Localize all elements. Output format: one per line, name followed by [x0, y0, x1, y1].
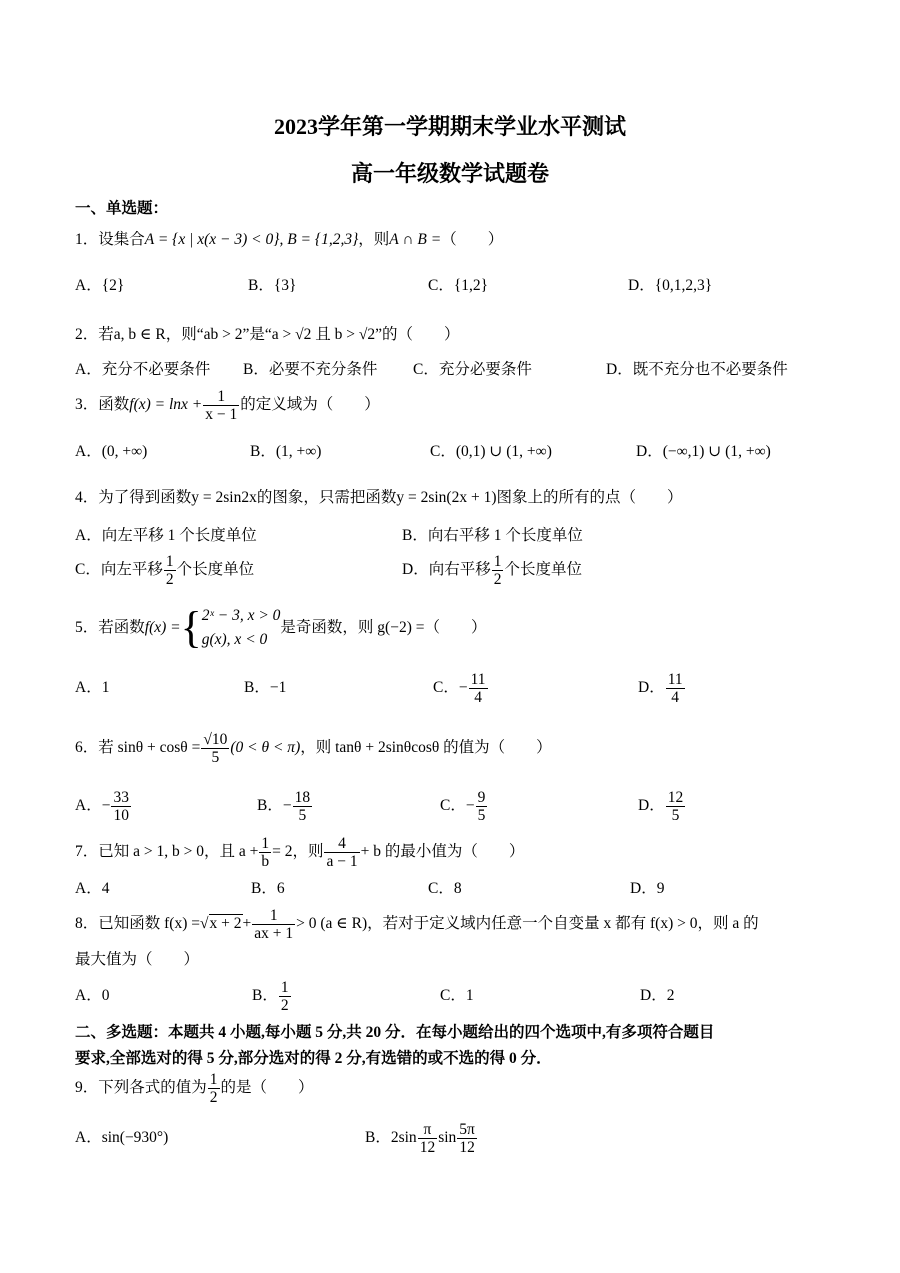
q5-pre: 5．若函数: [75, 619, 145, 636]
q5-option-b[interactable]: B．−1: [244, 679, 287, 696]
q6-a-label: A．−: [75, 797, 111, 814]
q6-d-label: D．: [638, 797, 665, 814]
q6-den: 5: [201, 748, 229, 766]
q7-pre: 7．已知 a > 1, b > 0，且 a +: [75, 843, 259, 860]
q6-option-a[interactable]: [75, 786, 132, 826]
question-4-stem: 4．为了得到函数y = 2sin2x的图象，只需把函数y = 2sin(2x + 1)图象上的所有的点（ ）: [75, 489, 683, 506]
q9-post: 的是（ ）: [220, 1079, 314, 1096]
q7-mid: = 2，则: [272, 843, 324, 860]
question-1-stem: [75, 230, 503, 250]
q7-num2: 4: [338, 834, 346, 852]
q3-option-b[interactable]: B．(1, +∞): [250, 443, 322, 460]
q4-d-pre: D．向右平移: [402, 561, 491, 578]
q5-c-fraction: [469, 671, 488, 706]
q5-brace: {: [180, 603, 202, 653]
q9-b-mid: sin: [438, 1129, 457, 1146]
q8-option-d[interactable]: D．2: [640, 987, 675, 1004]
section-heading-multi-line1: 二、多选题：本题共 4 小题,每小题 5 分,共 20 分．在每小题给出的四个选项中,有多项符合题目: [75, 1024, 715, 1041]
question-6-stem: [75, 728, 552, 768]
q3-option-d[interactable]: D．(−∞,1) ∪ (1, +∞): [636, 443, 771, 460]
q6-d-den: 5: [666, 806, 686, 824]
q9-b-den2: 12: [457, 1138, 477, 1156]
q9-b-pre: B．2sin: [365, 1129, 417, 1146]
q5-d-fraction: [666, 671, 685, 706]
q7-fraction-1: [259, 835, 271, 870]
q4-d-num: 1: [493, 552, 502, 570]
q4-c-num: 1: [165, 552, 174, 570]
q1-expr: A ∩ B =: [389, 231, 442, 248]
question-2-stem: 2．若a, b ∈ R，则“ab > 2”是“a > √2 且 b > √2”的（ ）: [75, 326, 460, 343]
q8-pre: 8．已知函数 f(x) =: [75, 915, 200, 932]
q8-b-pre: B．: [252, 987, 278, 1004]
q8-option-c[interactable]: C．1: [440, 987, 474, 1004]
q8-b-num: 1: [280, 978, 289, 996]
q6-b-num: 18: [294, 788, 311, 806]
q1-option-b[interactable]: B．{3}: [248, 277, 297, 294]
q3-option-c[interactable]: C．(0,1) ∪ (1, +∞): [430, 443, 552, 460]
q8-sqrt: x + 2: [209, 915, 242, 932]
q8-post: > 0 (a ∈ R)，若对于定义域内任意一个自变量 x 都有 f(x) > 0，则 a 的: [296, 915, 759, 932]
q5-c-num: 11: [470, 670, 486, 688]
q6-option-d[interactable]: [638, 786, 686, 826]
q1-option-c[interactable]: C．{1,2}: [428, 277, 489, 294]
q1-paren: （ ）: [441, 231, 504, 248]
q6-option-b[interactable]: [257, 786, 313, 826]
q7-den1: b: [261, 852, 270, 870]
q7-num1: 1: [261, 834, 270, 852]
q6-cond: (0 < θ < π): [230, 739, 301, 756]
q1-pre: 1．设集合: [75, 231, 145, 248]
q3-den: x − 1: [205, 405, 238, 423]
q2-option-c[interactable]: C．充分必要条件: [413, 361, 532, 378]
q5-option-c[interactable]: [433, 668, 489, 708]
q1-option-a[interactable]: A．{2}: [75, 277, 125, 294]
q3-fraction: [203, 388, 239, 423]
q5-cases: [202, 604, 281, 652]
q5-case2: g(x), x < 0: [201, 631, 268, 649]
q5-d-num: 11: [667, 670, 683, 688]
q5-d-pre: D．: [638, 679, 665, 696]
q9-b-fraction-2: [457, 1121, 477, 1156]
q1-sets: A = {x | x(x − 3) < 0}, B = {1,2,3}: [144, 231, 359, 248]
q6-pre: 6．若 sinθ + cosθ =: [75, 739, 201, 756]
q7-option-d[interactable]: D．9: [630, 880, 665, 897]
q6-c-label: C．−: [440, 797, 475, 814]
q6-a-den: 10: [113, 806, 129, 824]
q8-den: ax + 1: [254, 924, 294, 942]
q1-post: ，则: [358, 231, 390, 248]
q8-stem-line2: 最大值为（ ）: [75, 951, 200, 968]
q9-b-fraction-1: [418, 1121, 438, 1156]
q8-num: 1: [269, 906, 278, 924]
q3-option-a[interactable]: A．(0, +∞): [75, 443, 148, 460]
q7-den2: a − 1: [326, 852, 358, 870]
question-7-stem: [75, 832, 524, 872]
q9-option-b[interactable]: [365, 1118, 478, 1158]
section-heading-single: 一、单选题：: [75, 200, 169, 217]
q9-option-a[interactable]: A．sin(−930°): [75, 1129, 169, 1146]
q2-option-d[interactable]: D．既不充分也不必要条件: [606, 361, 788, 378]
q9-b-num2: 5π: [459, 1120, 475, 1138]
q6-a-num: 33: [113, 788, 129, 806]
q5-c-den: 4: [469, 688, 488, 706]
q1-option-d[interactable]: D．{0,1,2,3}: [628, 277, 713, 294]
q4-d-den: 2: [493, 570, 502, 588]
q6-b-label: B．−: [257, 797, 292, 814]
q6-c-num: 9: [477, 788, 486, 806]
q5-post: 是奇函数，则 g(−2) =（ ）: [280, 619, 487, 636]
q7-fraction-2: [324, 835, 359, 870]
q8-plus: +: [242, 915, 252, 932]
q6-a-fraction: [111, 789, 131, 824]
section-heading-multi-line2: 要求,全部选对的得 5 分,部分选对的得 2 分,有选错的或不选的得 0 分．: [75, 1050, 552, 1067]
q6-post: ，则 tanθ + 2sinθcosθ 的值为（ ）: [300, 739, 552, 756]
q4-option-b[interactable]: B．向右平移 1 个长度单位: [402, 527, 583, 544]
q9-num: 1: [209, 1070, 218, 1088]
q7-post: + b 的最小值为（ ）: [360, 843, 525, 860]
q8-b-den: 2: [280, 996, 289, 1014]
page-subtitle: 高一年级数学试题卷: [350, 161, 549, 186]
q6-c-den: 5: [477, 806, 486, 824]
q6-b-den: 5: [293, 806, 313, 824]
q8-option-a[interactable]: A．0: [75, 987, 110, 1004]
q3-post: 的定义域为（ ）: [240, 396, 380, 413]
q4-c-fraction: [164, 553, 176, 588]
q6-option-c[interactable]: [440, 786, 488, 826]
q4-d-post: 个长度单位: [504, 561, 582, 578]
q8-option-b[interactable]: [252, 976, 292, 1016]
q5-d-den: 4: [666, 688, 685, 706]
q5-option-d[interactable]: [638, 668, 686, 708]
q9-b-num1: π: [423, 1120, 432, 1138]
q2-option-b[interactable]: B．必要不充分条件: [243, 361, 378, 378]
q9-den: 2: [209, 1088, 218, 1106]
q2-option-a[interactable]: A．充分不必要条件: [75, 361, 211, 378]
q4-c-post: 个长度单位: [176, 561, 255, 578]
q7-option-a[interactable]: A．4: [75, 880, 110, 897]
q8-b-fraction: [279, 979, 291, 1014]
q5-c-pre: C．−: [433, 679, 468, 696]
q3-num: 1: [217, 387, 226, 405]
page-title: 2023学年第一学期期末学业水平测试: [273, 114, 626, 139]
q6-fraction: [201, 731, 229, 766]
question-9-stem: [75, 1068, 314, 1108]
question-3-stem: [75, 385, 380, 425]
q9-pre: 9．下列各式的值为: [75, 1079, 207, 1096]
q7-option-b[interactable]: B．6: [251, 880, 285, 897]
q6-num: √10: [203, 730, 228, 748]
q6-b-fraction: [293, 789, 313, 824]
q4-option-c[interactable]: [75, 550, 254, 590]
q5-func: f(x) =: [144, 619, 181, 636]
q9-fraction: [208, 1071, 220, 1106]
q6-d-num: 12: [667, 788, 684, 806]
q8-fraction: [252, 907, 295, 942]
question-8-stem: 8．已知函数 f(x) =√x + 2+ $\frac{1}{ax + 1}$ > 0 (a ∈ R)，若对于定义域内任意一个自变量 x 都有 f(x) > 0，则 a 的: [75, 906, 759, 942]
q3-func: f(x) = lnx +: [129, 396, 203, 413]
q9-b-den1: 12: [419, 1138, 436, 1156]
q3-pre: 3．函数: [75, 396, 130, 413]
question-5-stem: [75, 600, 486, 656]
q4-d-fraction: [492, 553, 504, 588]
q6-c-fraction: [476, 789, 488, 824]
q6-d-fraction: [666, 789, 686, 824]
q4-option-a[interactable]: A．向左平移 1 个长度单位: [75, 527, 257, 544]
q5-case1: 2ˣ − 3, x > 0: [201, 607, 281, 625]
q4-c-den: 2: [165, 570, 174, 588]
q4-c-pre: C．向左平移: [75, 561, 163, 578]
q5-option-a[interactable]: A．1: [75, 679, 110, 696]
q7-option-c[interactable]: C．8: [428, 880, 462, 897]
q4-option-d[interactable]: [402, 550, 582, 590]
